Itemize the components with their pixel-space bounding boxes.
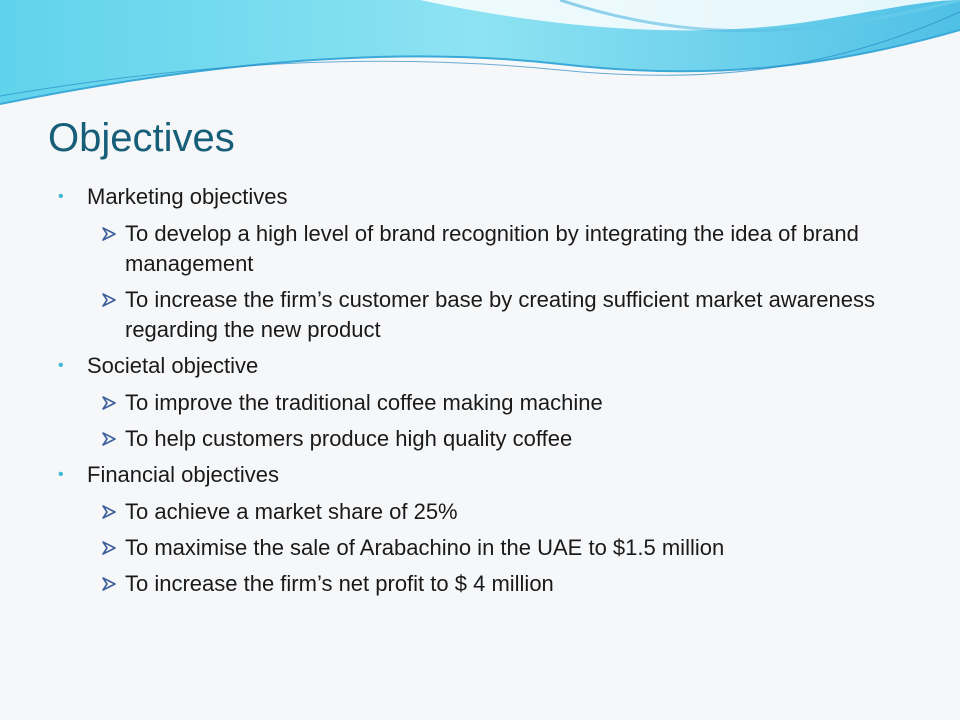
list-item [0, 497, 915, 527]
section-heading-societal [0, 351, 917, 381]
list-item-text: To maximise the sale of Arabachino in the UAE to $1.5 million [125, 535, 725, 560]
arrow-bullet-icon [101, 497, 119, 527]
list-item [0, 424, 915, 454]
list-item-text: To achieve a market share of 25% [125, 499, 458, 524]
bullet-dot-icon: • [58, 357, 64, 374]
arrow-bullet-icon [101, 424, 119, 454]
header-wave-decoration [0, 0, 960, 120]
list-item [0, 219, 915, 279]
arrow-bullet-icon [101, 285, 119, 315]
list-item-text: To increase the firm’s customer base by creating sufficient market awareness regarding the new product [125, 287, 875, 342]
section-heading-financial [0, 460, 917, 490]
bullet-dot-icon: • [58, 466, 64, 483]
arrow-bullet-icon [101, 388, 119, 418]
arrow-bullet-icon [101, 569, 119, 599]
list-item-text: To help customers produce high quality coffee [125, 426, 573, 451]
list-item-text: To improve the traditional coffee making machine [125, 390, 603, 415]
bullet-dot-icon: • [58, 188, 64, 205]
section-heading-text: Marketing objectives [87, 184, 288, 209]
list-item [0, 569, 915, 599]
slide-title: Objectives [48, 116, 235, 160]
list-item-text: To develop a high level of brand recognition by integrating the idea of brand management [125, 221, 859, 276]
arrow-bullet-icon [101, 219, 119, 249]
section-heading-marketing [0, 182, 917, 212]
arrow-bullet-icon [101, 533, 119, 563]
list-item [0, 533, 915, 563]
list-item [0, 388, 915, 418]
objectives-list [0, 182, 960, 605]
list-item-text: To increase the firm’s net profit to $ 4 million [125, 571, 554, 596]
section-heading-text: Societal objective [87, 353, 259, 378]
section-heading-text: Financial objectives [87, 462, 279, 487]
list-item [0, 285, 915, 345]
